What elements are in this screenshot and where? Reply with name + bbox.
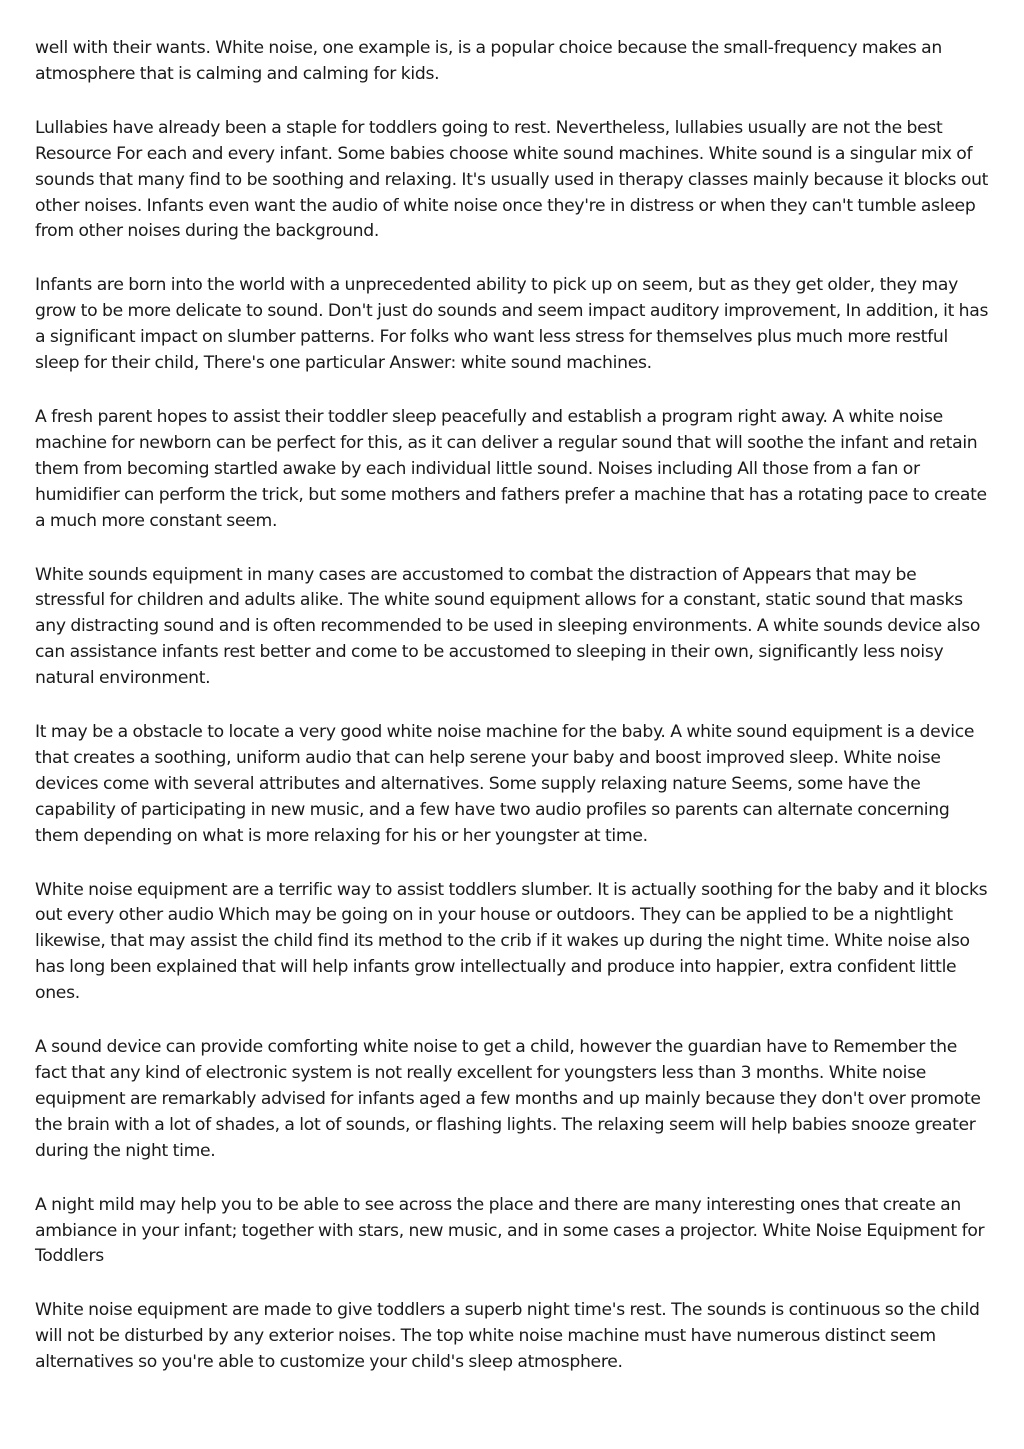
paragraph: well with their wants. White noise, one example is, is a popular choice because the small-frequency makes an atmosphere that is calming and calming for kids.: [35, 38, 942, 84]
paragraph: A night mild may help you to be able to see across the place and there are many interesting ones that create an ambiance in your infant; together with stars, new music, and in some cases a projector. White Noise Equipment for Toddlers: [35, 1194, 985, 1267]
paragraph: Infants are born into the world with a unprecedented ability to pick up on seem, but as they get older, they may grow to be more delicate to sound. Don't just do sounds and seem impact auditory improvement, In addition, it has a significant impact on slumber patterns. For folks who want less stress for themselves plus much more restful sleep for their child, There's one particular Answer: white sound machines.: [35, 275, 989, 374]
paragraph: A sound device can provide comforting white noise to get a child, however the guardian have to Remember the fact that any kind of electronic system is not really excellent for youngsters less than 3 months. White noise equipment are remarkably advised for infants aged a few months and up mainly because they don't over promote the brain with a lot of shades, a lot of sounds, or flashing lights. The relaxing seem will help babies snooze greater during the night time.: [35, 1037, 981, 1161]
paragraph: Lullabies have already been a staple for toddlers going to rest. Nevertheless, lullabies usually are not the best Resource For each and every infant. Some babies choose white sound machines. White sound is a singular mix of sounds that many find to be soothing and relaxing. It's usually used in therapy classes mainly because it blocks out other noises. Infants even want the audio of white noise once they're in distress or when they can't tumble asleep from other noises during the background.: [35, 117, 989, 242]
paragraph: White noise equipment are made to give toddlers a superb night time's rest. The sounds is continuous so the child will not be disturbed by any exterior noises. The top white noise machine must have numerous distinct seem alternatives so you're able to customize your child's sleep atmosphere.: [35, 1300, 980, 1373]
paragraph: A fresh parent hopes to assist their toddler sleep peacefully and establish a program right away. A white noise machine for newborn can be perfect for this, as it can deliver a regular sound that will soothe the infant and retain them from becoming startled awake by each individual little sound. Noises including All those from a fan or humidifier can perform the trick, but some mothers and fathers prefer a machine that has a rotating pace to create a much more constant seem.: [35, 406, 987, 531]
paragraph: White noise equipment are a terrific way to assist toddlers slumber. It is actually soothing for the baby and it blocks out every other audio Which may be going on in your house or outdoors. They can be applied to be a nightlight likewise, that may assist the child find its method to the crib if it wakes up during the night time. White noise also has long been explained that will help infants grow intellectually and produce into happier, extra confident little ones.: [35, 879, 988, 1004]
paragraph: It may be a obstacle to locate a very good white noise machine for the baby. A white sound equipment is a device that creates a soothing, uniform audio that can help serene your baby and boost improved sleep. White noise devices come with several attributes and alternatives. Some supply relaxing nature Seems, some have the capability of participating in new music, and a few have two audio profiles so parents can alternate concerning them depending on what is more relaxing for his or her youngster at time.: [35, 722, 975, 846]
paragraph: White sounds equipment in many cases are accustomed to combat the distraction of Appears that may be stressful for children and adults alike. The white sound equipment allows for a constant, static sound that masks any distracting sound and is often recommended to be used in sleeping environments. A white sounds device also can assistance infants rest better and come to be accustomed to sleeping in their own, significantly less noisy natural environment.: [35, 564, 981, 689]
